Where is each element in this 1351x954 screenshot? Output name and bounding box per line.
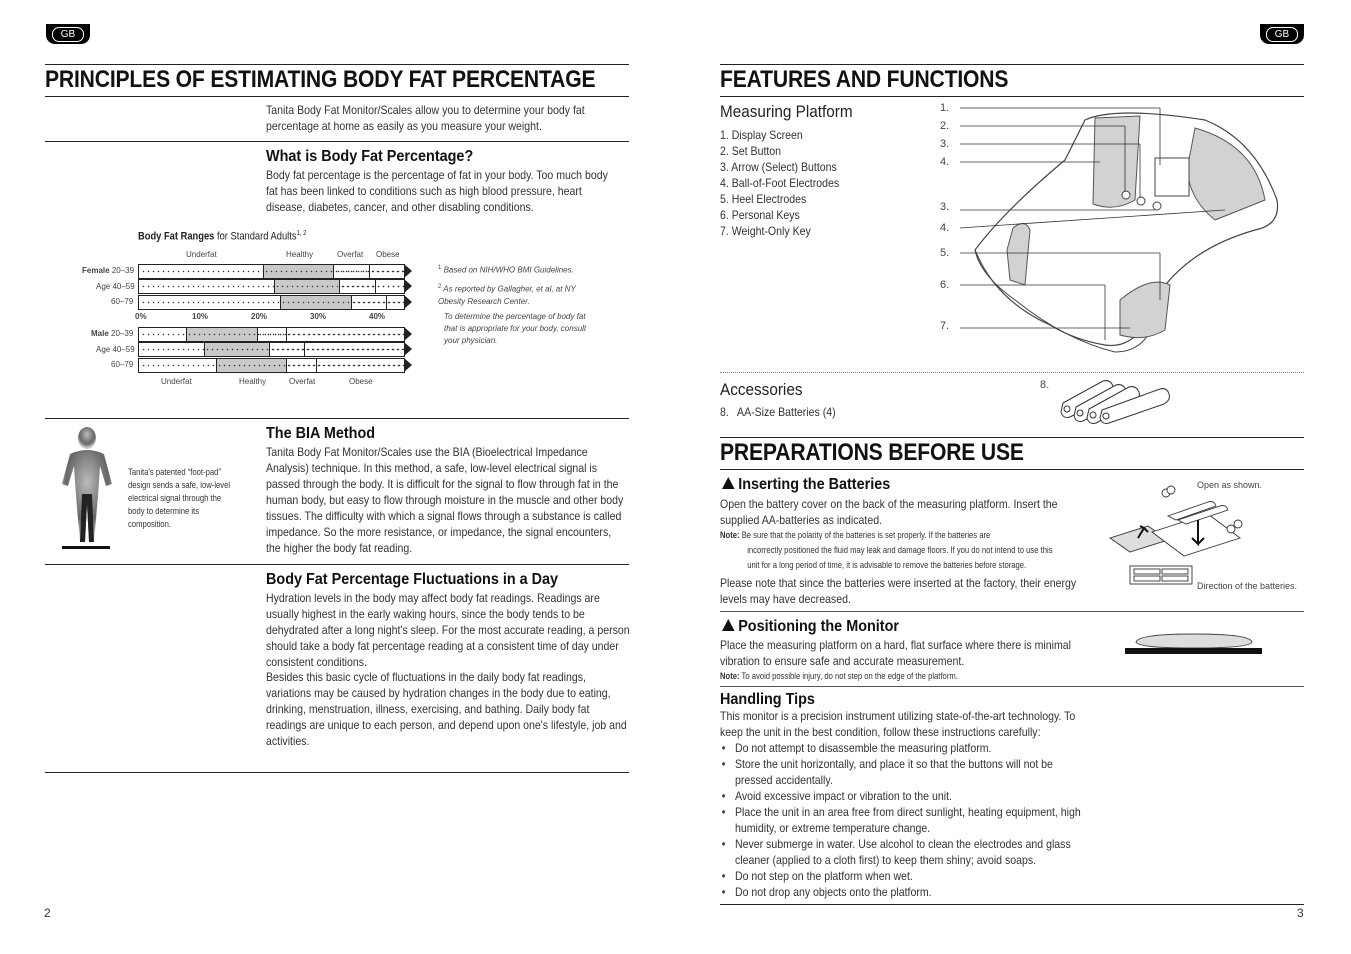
row-arrow [404, 327, 412, 341]
age-label: 60–79 [111, 360, 134, 369]
platform-item: 2. Set Button [720, 144, 782, 158]
overfat-segment [286, 359, 316, 372]
healthy-segment [216, 359, 288, 372]
top-label-obese: Obese [376, 250, 400, 259]
bottom-label-healthy: Healthy [239, 377, 267, 386]
callout: 2. [940, 120, 950, 132]
healthy-segment [263, 265, 335, 278]
prep-title: PREPARATIONS BEFORE USE [720, 439, 1024, 466]
tip-item: • Store the unit horizontally, and place it so that the buttons will not be pressed accidentally. [720, 756, 1081, 788]
axis-tick: 20% [251, 312, 268, 321]
platform-item: 1. Display Screen [720, 128, 803, 142]
open-as-shown-label: Open as shown. [1197, 480, 1263, 490]
callout: 4. [940, 156, 950, 168]
batt-note: Note: Be sure that the polarity of the batteries is set properly. If the batteries are incorrectly positioned the fluid may leak and damage floors. If you do not intend to use this unit for a long period of time, it is advisable to remove the batteries before storage. [720, 530, 1053, 570]
footnote-3: To determine the percentage of body fat that is appropriate for your body, consult your physician. [444, 312, 587, 345]
female-label: Female 20–39 [82, 266, 135, 275]
range-row [138, 358, 405, 373]
batteries-illustration [1058, 377, 1173, 425]
platform-heading: Measuring Platform [720, 102, 853, 121]
callout: 7. [940, 320, 950, 332]
batt-body-2: Please note that since the batteries were inserted at the factory, their energy levels may have decreased. [720, 576, 1077, 606]
footnote-1: $^1$ Based on NIH/WHO BMI Guidelines. [438, 265, 574, 275]
tip-item: • Do not attempt to disassemble the measuring platform. [720, 740, 1081, 756]
page-title: PRINCIPLES OF ESTIMATING BODY FAT PERCENTAGE [45, 66, 596, 93]
callout: 5. [940, 247, 950, 259]
scale-illustration [955, 100, 1285, 362]
platform-item: 3. Arrow (Select) Buttons [720, 160, 837, 174]
callout: 4. [940, 222, 950, 234]
fluct-heading: Body Fat Percentage Fluctuations in a Day [266, 571, 559, 588]
obese-segment [304, 343, 405, 356]
axis-tick: 0% [135, 312, 147, 321]
platform-list [720, 127, 878, 239]
male-label: Male 20–39 [91, 329, 134, 338]
what-heading: What is Body Fat Percentage? [266, 148, 474, 165]
tip-item: • Do not step on the platform when wet. [720, 868, 1081, 884]
age-label: 60–79 [111, 297, 134, 306]
battery-compartment-illustration [1108, 480, 1248, 588]
obese-segment [375, 280, 405, 293]
tips-intro: This monitor is a precision instrument utilizing state-of-the-art technology. To keep the unit in the best condition, follow these instructions carefully: [720, 709, 1076, 739]
accessories-heading: Accessories [720, 380, 803, 399]
callout: 3. [940, 138, 950, 150]
page-number-right: 3 [1297, 906, 1304, 920]
bia-body: Tanita Body Fat Monitor/Scales use the BIA (Bioelectrical Impedance Analysis) technique. In this method, a safe, low-level electrical signal is passed through the body. It is difficult for the signal to flow through fat in the human body, but easy to flow through moisture in the muscle and other body tissues. The difficulty with which a signal flows through a substance is called impedance. So the more resistance, or impedance, the signal encounters, the higher the body fat reading. [266, 445, 624, 555]
accessories-item: 8. AA-Size Batteries (4) [720, 405, 836, 419]
obese-segment [369, 265, 405, 278]
warning-icon [722, 477, 735, 489]
features-title: FEATURES AND FUNCTIONS [720, 66, 1009, 93]
range-row [138, 264, 405, 279]
overfat-segment [339, 280, 375, 293]
healthy-segment [186, 328, 258, 341]
age-label: Age 40–59 [96, 282, 135, 291]
tips-list [720, 740, 1081, 900]
platform-item: 7. Weight-Only Key [720, 224, 811, 238]
platform-item: 4. Ball-of-Foot Electrodes [720, 176, 840, 190]
row-arrow [404, 295, 412, 309]
platform-item: 6. Personal Keys [720, 208, 800, 222]
overfat-segment [351, 296, 387, 309]
axis-tick: 10% [192, 312, 209, 321]
batt-heading: Inserting the Batteries [722, 476, 890, 494]
bia-caption: Tanita's patented “foot-pad” design sends a safe, low-level electrical signal through the body to determine its composition. [128, 467, 231, 529]
footnote-2: $^2$ As reported by Gallagher, et al, at NY Obesity Research Center. [438, 284, 576, 306]
age-label: Age 40–59 [96, 345, 135, 354]
tips-heading: Handling Tips [720, 691, 815, 708]
top-label-healthy: Healthy [286, 250, 314, 259]
top-label-overfat: Overfat [337, 250, 364, 259]
obese-segment [316, 359, 405, 372]
platform-item: 5. Heel Electrodes [720, 192, 807, 206]
range-row [138, 327, 405, 342]
page-number-left: 2 [44, 906, 51, 920]
row-arrow [404, 342, 412, 356]
obese-segment [286, 328, 405, 341]
fluct-body-2: Besides this basic cycle of fluctuations in the daily body fat readings, variations may be caused by hydration changes in the body due to eating, drinking, menstruation, illness, exercising, and bathing. Daily body fat readings are unique to each person, and depend upon one's lifestyle, job and activities. [266, 670, 627, 748]
direction-label: Direction of the batteries. [1197, 581, 1298, 591]
axis-tick: 40% [369, 312, 386, 321]
tip-item: • Do not drop any objects onto the platform. [720, 884, 1081, 900]
callout: 8. [1040, 379, 1050, 391]
row-arrow [404, 358, 412, 372]
callout: 6. [940, 279, 950, 291]
batt-body: Open the battery cover on the back of the measuring platform. Insert the supplied AA-batteries as indicated. [720, 497, 1058, 527]
overfat-segment [257, 328, 287, 341]
row-arrow [404, 279, 412, 293]
range-row [138, 342, 405, 357]
pos-heading: Positioning the Monitor [722, 618, 899, 636]
pos-body: Place the measuring platform on a hard, flat surface where there is minimal vibration to ensure safe and accurate measurement. [720, 638, 1071, 668]
chart-title: Body Fat Ranges for Standard Adults$^{1, 2}$ [138, 230, 307, 243]
healthy-segment [204, 343, 270, 356]
bottom-label-overfat: Overfat [289, 377, 316, 386]
bottom-label-obese: Obese [349, 377, 373, 386]
row-arrow [404, 264, 412, 278]
body-silhouette-illustration [54, 424, 120, 552]
tip-item: • Place the unit in an area free from direct sunlight, heating equipment, high humidity, or extreme temperature change. [720, 804, 1081, 836]
bottom-label-underfat: Underfat [161, 377, 192, 386]
tip-item: • Avoid excessive impact or vibration to the unit. [720, 788, 1081, 804]
bia-heading: The BIA Method [266, 425, 376, 442]
range-row [138, 279, 405, 294]
language-badge: GB [46, 24, 90, 44]
tip-item: • Never submerge in water. Use alcohol to clean the electrodes and glass cleaner (applied to a cloth first) to keep them shiny; avoid soaps. [720, 836, 1081, 868]
what-body: Body fat percentage is the percentage of fat in your body. Too much body fat has been linked to conditions such as high blood pressure, heart disease, diabetes, cancer, and other disabling conditions. [266, 168, 608, 214]
overfat-segment [333, 265, 369, 278]
range-row [138, 295, 405, 310]
platform-side-illustration [1124, 628, 1264, 656]
intro-text: Tanita Body Fat Monitor/Scales allow you to determine your body fat percentage at home as easily as you measure your weight. [266, 103, 585, 133]
pos-note: Note: To avoid possible injury, do not step on the edge of the platform. [720, 671, 958, 681]
healthy-segment [280, 296, 352, 309]
overfat-segment [269, 343, 305, 356]
obese-segment [386, 296, 405, 309]
fluct-body-1: Hydration levels in the body may affect body fat readings. Readings are usually highest in the early waking hours, since the body tends to be dehydrated after a long night's sleep. For the most accurate reading, a person should take a body fat percentage reading at a consistent time of day under consistent conditions. [266, 591, 630, 669]
healthy-segment [274, 280, 340, 293]
callout: 3. [940, 201, 950, 213]
axis-tick: 30% [310, 312, 327, 321]
warning-icon [722, 619, 735, 631]
callout: 1. [940, 102, 950, 114]
top-label-underfat: Underfat [186, 250, 217, 259]
language-badge: GB [1260, 24, 1304, 44]
